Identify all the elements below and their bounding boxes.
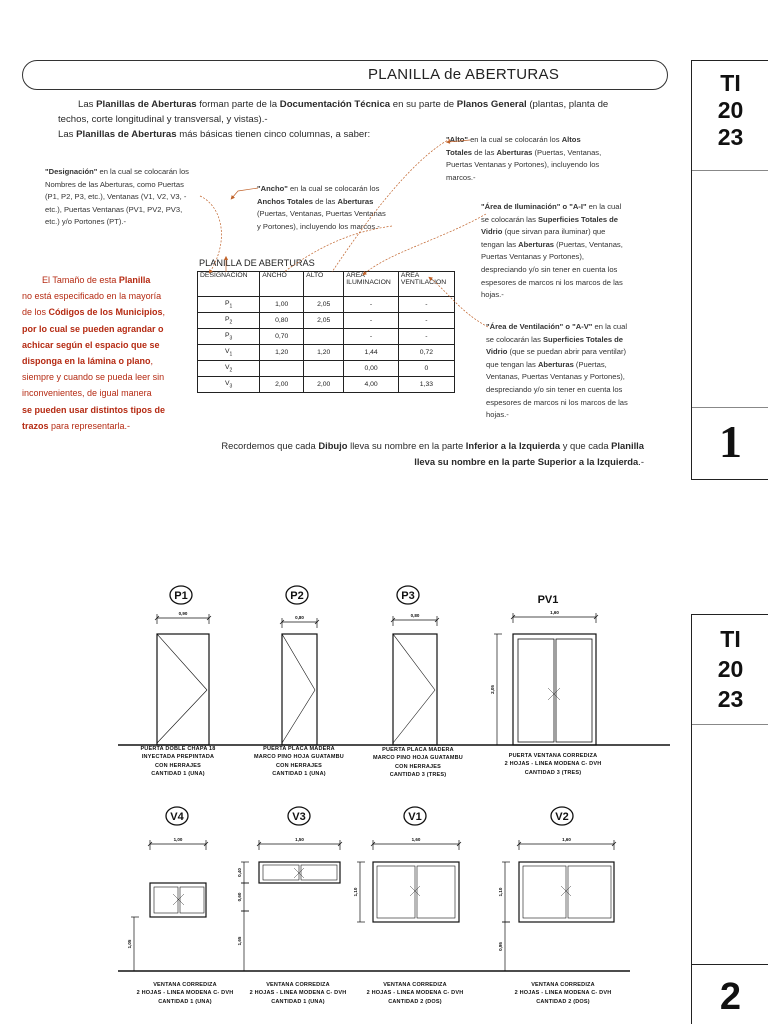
dimension-text: 1,10 bbox=[498, 887, 503, 897]
label-line: CON HERRAJES bbox=[275, 762, 323, 769]
title-block-rule bbox=[692, 170, 768, 171]
table-row bbox=[198, 297, 455, 313]
note-iluminacion bbox=[481, 201, 656, 302]
opening-label-v2 bbox=[508, 981, 618, 1006]
table-header-cell: ANCHO bbox=[260, 272, 304, 297]
table-cell: 2,05 bbox=[304, 313, 344, 329]
table-header-cell: DESIGNACION bbox=[198, 272, 260, 297]
note-line: trazos para representarla.- bbox=[22, 420, 131, 431]
table-cell: $P_2$ bbox=[198, 313, 260, 329]
table-cell: 1,44 bbox=[344, 345, 399, 361]
title-block-23: 23 bbox=[717, 686, 744, 712]
title-block-rule bbox=[692, 407, 768, 408]
table-cell: 1,00 bbox=[260, 297, 304, 313]
intro-line: Las Planillas de Aberturas más básicas tienen cinco columnas, a saber: bbox=[58, 129, 371, 140]
dimension-text: 0,60 bbox=[237, 892, 242, 902]
table-cell: $V_1$ bbox=[198, 345, 260, 361]
note-line: etc.) y/o Portones (PT).- bbox=[45, 217, 127, 227]
opening-label-v1 bbox=[360, 981, 470, 1006]
tag-p3: P3 bbox=[401, 590, 415, 602]
note-line: se colocarán las Superficies Totales de bbox=[486, 334, 624, 344]
dimension-text: 0,80 bbox=[295, 615, 304, 620]
sheet-number: 1 bbox=[719, 416, 742, 467]
sash bbox=[518, 639, 554, 742]
intro-line: Las Planillas de Aberturas forman parte de la Documentación Técnica en su parte de Planos General (plantas, planta de bbox=[78, 99, 609, 110]
label-line: CANTIDAD 3 (TRES) bbox=[389, 772, 447, 779]
note-line: Anchos Totales de las Aberturas bbox=[257, 196, 374, 206]
window-frame bbox=[519, 862, 614, 922]
table-header-cell: ALTO bbox=[304, 272, 344, 297]
label-line: 2 HOJAS - LINEA MODENA C- DVH bbox=[504, 761, 602, 768]
openings-table bbox=[197, 271, 455, 393]
note-line: hojas.- bbox=[486, 410, 509, 420]
note-line: hojas.- bbox=[481, 290, 504, 300]
note-line: siempre y cuando se pueda leer sin bbox=[22, 372, 165, 383]
door-swing-line bbox=[282, 634, 315, 690]
table-row bbox=[198, 345, 455, 361]
table-cell: 0,70 bbox=[260, 329, 304, 345]
table-header-cell: AREA ILUMINACION bbox=[344, 272, 399, 297]
title-block-23: 23 bbox=[717, 124, 744, 150]
title-block-ti: TI bbox=[720, 70, 741, 96]
table-cell: - bbox=[344, 329, 399, 345]
table-header-cell: AREA VENTILACION bbox=[398, 272, 454, 297]
label-line: PUERTA VENTANA CORREDIZA bbox=[508, 753, 598, 759]
table-row bbox=[198, 313, 455, 329]
sash bbox=[180, 887, 204, 913]
dimension-text: 1,60 bbox=[411, 837, 421, 842]
note-line: tengan las Aberturas (Puertas, Ventanas, bbox=[481, 239, 623, 249]
footer-note bbox=[120, 438, 644, 470]
label-line: CANTIDAD 1 (UNA) bbox=[272, 771, 326, 778]
note-line: (Puertas, Ventanas, Puertas Ventanas bbox=[257, 209, 386, 219]
title-block-top-rule bbox=[691, 60, 768, 61]
note-ventilacion bbox=[486, 321, 661, 422]
label-line: CANTIDAD 1 (UNA) bbox=[158, 998, 212, 1005]
note-line: "Ancho" en la cual se colocarán los bbox=[257, 184, 380, 193]
note-line: de los Códigos de los Municipios, bbox=[22, 307, 166, 318]
door-swing-line bbox=[393, 690, 435, 743]
label-line: 2 HOJAS - LINEA MODENA C- DVH bbox=[366, 990, 464, 997]
door-window-frame bbox=[513, 634, 596, 745]
tag-v2: V2 bbox=[555, 811, 569, 823]
door-swing-line bbox=[157, 634, 207, 690]
opening-label-p1 bbox=[128, 745, 228, 779]
label-line: CANTIDAD 2 (DOS) bbox=[388, 998, 442, 1005]
note-line: etc.), Puertas Ventanas (PV1, PV2, PV3, bbox=[45, 204, 183, 214]
label-line: CANTIDAD 1 (UNA) bbox=[151, 771, 205, 778]
title-block bbox=[691, 60, 768, 480]
label-line: CANTIDAD 1 (UNA) bbox=[271, 998, 325, 1005]
title-block-top-rule bbox=[691, 614, 768, 615]
sash bbox=[263, 865, 299, 880]
label-line: CANTIDAD 3 (TRES) bbox=[524, 769, 582, 776]
title-block-20: 20 bbox=[717, 97, 744, 123]
opening-label-p3 bbox=[368, 746, 468, 780]
sash bbox=[377, 866, 415, 918]
note-line: se pueden usar distintos tipos de bbox=[22, 404, 166, 415]
note-line: Vidrio (que se puedan abrir para ventilar) bbox=[486, 347, 627, 357]
note-line: se colocarán las Superficies Totales de bbox=[481, 214, 619, 224]
dimension-text: 2,05 bbox=[490, 685, 495, 694]
table-cell: $P_1$ bbox=[198, 297, 260, 313]
door-frame bbox=[157, 634, 209, 745]
table-cell: - bbox=[398, 297, 454, 313]
note-line: "Área de Ventilación" o "A-V" en la cual bbox=[486, 322, 628, 331]
door-frame bbox=[393, 634, 437, 745]
note-line: Nombres de las Aberturas, como Puertas bbox=[45, 179, 184, 189]
label-line: VENTANA CORREDIZA bbox=[383, 982, 447, 988]
note-line: (P1, P2, P3, etc.), Ventanas (V1, V2, V3, - bbox=[45, 192, 187, 202]
table-cell: 1,20 bbox=[304, 345, 344, 361]
note-line: que tengan las Aberturas (Puertas, bbox=[486, 359, 607, 369]
label-line: INYECTADA PREPINTADA bbox=[141, 754, 215, 761]
label-line: MARCO PINO HOJA GUATAMBU bbox=[373, 755, 463, 762]
table-row bbox=[198, 329, 455, 345]
opening-label-v3 bbox=[243, 981, 353, 1006]
dimension-text: 0,95 bbox=[498, 942, 503, 951]
note-designacion bbox=[45, 166, 225, 229]
note-line: El Tamaño de esta Planilla bbox=[42, 275, 151, 285]
table-cell: - bbox=[398, 313, 454, 329]
table-cell: 0 bbox=[398, 361, 454, 377]
door-swing-line bbox=[282, 690, 315, 743]
note-ancho bbox=[257, 183, 437, 233]
table-cell: - bbox=[344, 297, 399, 313]
table-cell: 2,00 bbox=[304, 377, 344, 393]
dimension-text: 0,90 bbox=[178, 611, 188, 616]
opening-label-pv1 bbox=[498, 752, 608, 777]
door-swing-line bbox=[393, 634, 435, 690]
title-block-ti: TI bbox=[720, 626, 741, 652]
sash bbox=[523, 866, 566, 918]
note-alto bbox=[446, 134, 646, 184]
table-cell: 0,00 bbox=[344, 361, 399, 377]
table-cell: 2,05 bbox=[304, 297, 344, 313]
sash bbox=[301, 865, 337, 880]
sash bbox=[154, 887, 178, 913]
title-frame bbox=[22, 60, 668, 90]
footer-line: lleva su nombre en la parte Superior a la Izquierda.- bbox=[414, 456, 644, 467]
table-cell: 0,80 bbox=[260, 313, 304, 329]
label-line: 2 HOJAS - LINEA MODENA C- DVH bbox=[514, 990, 612, 997]
note-line: no está especificado en la mayoría bbox=[22, 291, 162, 302]
note-line: inconvenientes, de igual manera bbox=[22, 388, 152, 399]
table-cell: 2,00 bbox=[260, 377, 304, 393]
table-row bbox=[198, 377, 455, 393]
note-line: Ventanas, Puertas Ventanas y Portones), bbox=[486, 372, 625, 382]
title-block bbox=[691, 614, 768, 1024]
tag-v1: V1 bbox=[408, 811, 422, 823]
title-block-rule bbox=[692, 964, 768, 965]
table-cell: 1,33 bbox=[398, 377, 454, 393]
note-line: Puertas Ventanas y Portones), incluyendo los bbox=[446, 160, 600, 170]
note-line: espesores de marcos ni los marcos de las bbox=[481, 277, 623, 287]
dimension-text: 1,60 bbox=[562, 837, 571, 842]
label-line: CON HERRAJES bbox=[154, 762, 202, 769]
dimension-text: 1,65 bbox=[237, 936, 242, 946]
note-line: marcos.- bbox=[446, 172, 476, 182]
label-line: PUERTA PLACA MADERA bbox=[382, 747, 454, 753]
table-cell bbox=[304, 361, 344, 377]
note-line: "Área de Iluminación" o "A-I" en la cual bbox=[481, 202, 622, 211]
sash bbox=[556, 639, 592, 742]
label-line: VENTANA CORREDIZA bbox=[153, 982, 217, 988]
tag-v4: V4 bbox=[170, 811, 184, 823]
plan-table-title: PLANILLA DE ABERTURAS bbox=[199, 258, 315, 268]
note-line: disponga en la lámina o plano, bbox=[22, 356, 154, 367]
note-line: por lo cual se pueden agrandar o bbox=[22, 323, 164, 334]
tag-p1: P1 bbox=[174, 590, 188, 602]
title-block-20: 20 bbox=[717, 656, 744, 682]
sash bbox=[417, 866, 455, 918]
table-cell: 0,72 bbox=[398, 345, 454, 361]
dimension-text: 1,10 bbox=[353, 887, 358, 897]
sheet-1 bbox=[0, 0, 768, 500]
page-title: PLANILLA de ABERTURAS bbox=[368, 66, 560, 83]
table-cell: $P_3$ bbox=[198, 329, 260, 345]
label-line: CANTIDAD 2 (DOS) bbox=[536, 998, 590, 1005]
table-row bbox=[198, 361, 455, 377]
note-line: Vidrio (que sirvan para iluminar) que bbox=[481, 227, 606, 237]
title-block-bottom-rule bbox=[691, 479, 768, 480]
note-line: Puertas Ventanas y Portones), bbox=[481, 252, 584, 262]
dimension-text: 1,60 bbox=[550, 610, 559, 615]
label-line: 2 HOJAS - LINEA MODENA C- DVH bbox=[249, 990, 347, 997]
table-cell: 1,20 bbox=[260, 345, 304, 361]
dimension-text: 1,05 bbox=[127, 939, 132, 949]
table-cell: - bbox=[398, 329, 454, 345]
openings-drawings bbox=[0, 540, 680, 1024]
opening-label-p2 bbox=[249, 745, 349, 779]
sheet-2 bbox=[0, 540, 768, 1024]
table-cell bbox=[304, 329, 344, 345]
table-cell: $V_3$ bbox=[198, 377, 260, 393]
label-line: MARCO PINO HOJA GUATAMBU bbox=[254, 754, 344, 761]
note-line: despreciando y/o sin tener en cuenta los bbox=[486, 384, 623, 394]
table-cell bbox=[260, 361, 304, 377]
label-line: PUERTA PLACA MADERA bbox=[263, 746, 335, 752]
dimension-text: 0,40 bbox=[237, 868, 242, 877]
sheet-number: 2 bbox=[719, 976, 742, 1018]
note-line: "Designación" en la cual se colocarán los bbox=[45, 167, 189, 176]
opening-label-v4 bbox=[130, 981, 240, 1006]
tag-pv1: PV1 bbox=[537, 594, 559, 606]
note-line: "Alto" en la cual se colocarán los Altos bbox=[446, 135, 581, 144]
label-line: 2 HOJAS - LINEA MODENA C- DVH bbox=[136, 990, 234, 997]
intro-line: techos, corte longitudinal y transversal, y vistas).- bbox=[58, 114, 268, 125]
dimension-text: 1,50 bbox=[295, 837, 304, 842]
table-cell: - bbox=[344, 313, 399, 329]
door-swing-line bbox=[157, 690, 207, 743]
note-line: achicar según el espacio que se bbox=[22, 339, 160, 350]
label-line: VENTANA CORREDIZA bbox=[266, 982, 330, 988]
note-tamano bbox=[22, 272, 207, 434]
tag-v3: V3 bbox=[292, 811, 306, 823]
door-frame bbox=[282, 634, 317, 745]
table-cell: 4,00 bbox=[344, 377, 399, 393]
note-line: espesores de marcos ni los marcos de las bbox=[486, 397, 628, 407]
note-line: y Portones), incluyendo los marcos.- bbox=[257, 221, 380, 231]
title-block-rule bbox=[692, 724, 768, 725]
label-line: VENTANA CORREDIZA bbox=[531, 982, 595, 988]
footer-line: Recordemos que cada Dibujo lleva su nombre en la parte Inferior a la Izquierda y que cada Planilla bbox=[221, 440, 644, 451]
label-line: CON HERRAJES bbox=[394, 763, 442, 770]
sash bbox=[568, 866, 611, 918]
note-line: despreciando y/o sin tener en cuenta los bbox=[481, 264, 618, 274]
note-line: Totales de las Aberturas (Puertas, Ventanas, bbox=[446, 147, 602, 157]
table-cell: $V_2$ bbox=[198, 361, 260, 377]
dimension-text: 0,80 bbox=[410, 613, 420, 618]
dimension-text: 1,00 bbox=[173, 837, 183, 842]
tag-p2: P2 bbox=[290, 590, 304, 602]
label-line: PUERTA DOBLE CHAPA 18 bbox=[140, 746, 216, 752]
